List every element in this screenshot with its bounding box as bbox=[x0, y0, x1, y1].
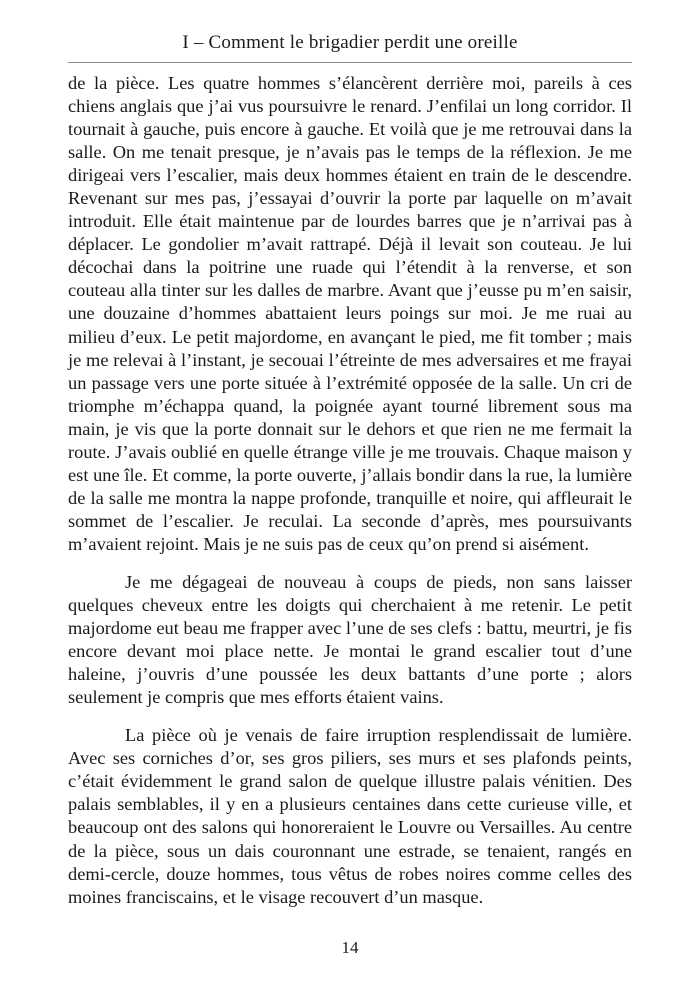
page-number: 14 bbox=[341, 938, 359, 957]
paragraph-3: La pièce où je venais de faire irruption resplendissait de lumière. Avec ses corniches d’or, ses gros piliers, ses murs et ses plafonds peints, c’était évidemment le grand salon de quelque illustre palais vénitien. Des palais semblables, il y en a plusieurs centaines dans cette curieuse ville, et beaucoup ont des salons qui honoreraient le Louvre ou Versailles. Au centre de la pièce, sous un dais couronnant une estrade, se tenaient, rangés en demi-cercle, douze hommes, tous vêtus de robes noires comme celles des moines franciscains, et le visage recouvert d’un masque. bbox=[68, 725, 632, 907]
paragraph-2: Je me dégageai de nouveau à coups de pieds, non sans laisser quelques cheveux entre les doigts qui cherchaient à me retenir. Le petit majordome eut beau me frapper avec l’une de ses clefs : battu, meurtri, je fis encore devant moi place nette. Je montai le grand escalier tout d’une haleine, j’ouvris d’une poussée les deux battants d’une porte ; alors seulement je compris que mes efforts étaient vains. bbox=[68, 571, 632, 708]
header-rule bbox=[68, 62, 632, 63]
running-header: I – Comment le brigadier perdit une oreille bbox=[182, 32, 518, 53]
paragraph-1: de la pièce. Les quatre hommes s’élancèrent derrière moi, pareils à ces chiens anglais que j’ai vus poursuivre le renard. J’enfilai un long corridor. Il tournait à gauche, puis encore à gauche. Et voilà que je me retrouvai dans la salle. On me tenait presque, je n’avais pas le temps de la réflexion. Je me dirigeai vers l’escalier, mais deux hommes étaient en train de le descendre. Revenant sur mes pas, j’essayai d’ouvrir la porte par laquelle on m’avait introduit. Elle était maintenue par de lourdes barres que je n’arrivai pas à déplacer. Le gondolier m’avait rattrapé. Déjà il levait son couteau. Je lui décochai dans la poitrine une ruade qui l’étendit à la renverse, et son couteau alla tinter sur les dalles de marbre. Avant que j’eusse pu m’en saisir, une douzaine d’hommes abattaient leurs poings sur moi. Je me ruai au milieu d’eux. Le petit majordome, en avançant le pied, me fit tomber ; mais je me relevai à l’instant, je secouai l’étreinte de mes adversaires et me frayai un passage vers une porte située à l’extrémité opposée de la salle. Un cri de triomphe m’échappa quand, la poignée ayant tourné librement sous ma main, je vis que la porte donnait sur le dehors et que rien ne me fermait la route. J’avais oublié en quelle étrange ville je me trouvais. Chaque maison y est une île. Et comme, la porte ouverte, j’allais bondir dans la rue, la lumière de la salle me montra la nappe profonde, tranquille et noire, qui affleurait le sommet de l’escalier. Je reculai. La seconde d’après, mes poursuivants m’avaient rejoint. Mais je ne suis pas de ceux qu’on prend si aisément. bbox=[68, 73, 632, 554]
body-text bbox=[68, 72, 632, 909]
